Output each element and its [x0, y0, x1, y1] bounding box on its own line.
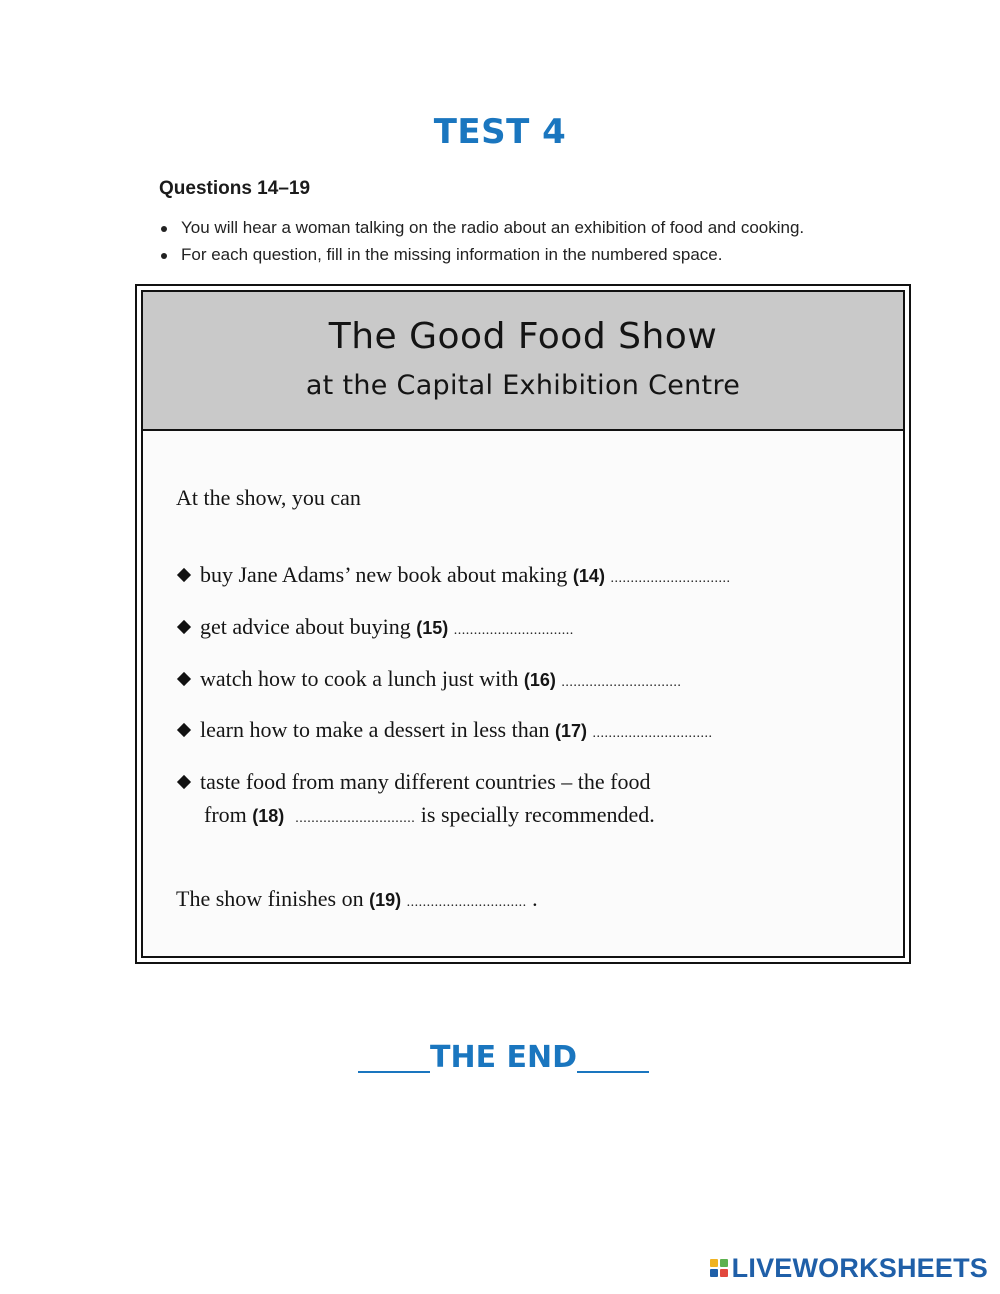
question-number: (18): [252, 806, 285, 826]
logo-square: [710, 1269, 718, 1277]
show-subtitle: at the Capital Exhibition Centre: [305, 370, 741, 401]
bullet-icon: [161, 253, 167, 259]
instructions-list: [159, 216, 804, 270]
questions-heading: Questions 14–19: [159, 178, 311, 199]
question-number: (17): [554, 721, 587, 741]
instruction-item: You will hear a woman talking on the radio about an exhibition of food and cooking.: [159, 216, 804, 243]
answer-blank-16[interactable]: ..............................: [561, 675, 682, 690]
logo-square: [720, 1259, 728, 1267]
question-17: learn how to make a dessert in less than (17) ..............................: [176, 717, 712, 743]
diamond-bullet-icon: [177, 620, 191, 634]
logo-square: [710, 1259, 718, 1267]
intro-text: At the show, you can: [176, 485, 361, 510]
answer-blank-19[interactable]: ..............................: [406, 895, 527, 910]
question-18: taste food from many different countries – the food: [176, 769, 650, 795]
diamond-bullet-icon: [177, 672, 191, 686]
question-15: get advice about buying (15) ..............................: [176, 614, 574, 640]
diamond-bullet-icon: [177, 568, 191, 582]
instruction-item: For each question, fill in the missing information in the numbered space.: [159, 243, 804, 270]
question-number: (14): [572, 566, 605, 586]
the-end-heading: THE END: [358, 1040, 649, 1075]
show-box: [135, 284, 911, 964]
show-banner: [143, 292, 903, 431]
question-16: watch how to cook a lunch just with (16) ..............................: [176, 666, 681, 692]
answer-blank-17[interactable]: ..............................: [592, 726, 713, 741]
question-number: (15): [416, 618, 449, 638]
show-body: [143, 429, 903, 956]
question-number: (19): [369, 890, 402, 910]
answer-blank-18[interactable]: ..............................: [295, 811, 416, 826]
diamond-bullet-icon: [177, 723, 191, 737]
question-number: (16): [523, 670, 556, 690]
answer-blank-14[interactable]: ..............................: [610, 571, 731, 586]
question-19: The show finishes on (19) .............................. .: [176, 886, 538, 911]
logo-mark-icon: [710, 1259, 728, 1277]
underline-left: [358, 1071, 430, 1073]
diamond-bullet-icon: [177, 775, 191, 789]
show-box-inner: [141, 290, 905, 958]
question-18-continued: from (18) .............................. is specially recommended.: [204, 802, 655, 827]
logo-text: LIVEWORKSHEETS: [731, 1252, 988, 1283]
underline-right: [577, 1071, 649, 1073]
answer-blank-15[interactable]: ..............................: [453, 623, 574, 638]
question-14: buy Jane Adams’ new book about making (14) ..............................: [176, 562, 730, 588]
logo-square: [720, 1269, 728, 1277]
test-title: TEST 4: [433, 112, 567, 152]
show-title: The Good Food Show: [328, 316, 718, 357]
liveworksheets-logo[interactable]: [710, 1253, 988, 1283]
bullet-icon: [161, 226, 167, 232]
